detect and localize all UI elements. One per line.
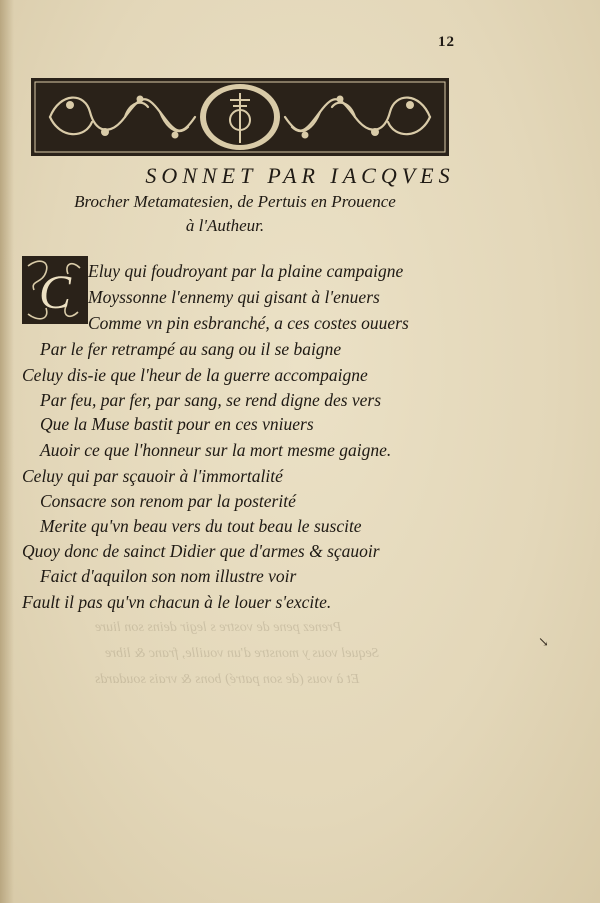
- poem-line-14: Fault il pas qu'vn chacun à le louer s'excite.: [22, 592, 332, 612]
- poem-line-13: Faict d'aquilon son nom illustre voir: [40, 566, 297, 586]
- decorated-initial: [20, 254, 90, 326]
- poem-line-5: Celuy dis-ie que l'heur de la guerre accompaigne: [22, 365, 368, 385]
- poem-line-8: Auoir ce que l'honneur sur la mort mesme gaigne.: [40, 440, 392, 460]
- poem-line-3: Comme vn pin esbranché, a ces costes ouuers: [88, 313, 409, 333]
- poem-line-12: Quoy donc de sainct Didier que d'armes & sçauoir: [22, 541, 380, 561]
- poem-line-2: Moyssonne l'ennemy qui gisant à l'enuers: [88, 287, 380, 307]
- sonnet-subtitle-line-2: à l'Autheur.: [185, 216, 265, 235]
- poem-line-4: Par le fer retrampé au sang ou il se baigne: [40, 339, 342, 359]
- drop-cap-letter: C: [38, 266, 72, 319]
- poem-line-1: Eluy qui foudroyant par la plaine campaigne: [88, 261, 404, 281]
- poem-line-10: Consacre son renom par la posterité: [40, 491, 296, 511]
- show-through-line-1: Prenez pene de vostre s legir deins son liure: [95, 620, 342, 635]
- show-through-line-2: Sequel vous y monstre d'un vouille, franc & libre: [105, 646, 379, 661]
- ornamental-headpiece: [30, 77, 450, 157]
- poem-line-6: Par feu, par fer, par sang, se rend digne des vers: [40, 390, 382, 410]
- poem-line-11: Merite qu'vn beau vers du tout beau le suscite: [40, 516, 362, 536]
- poem-line-9: Celuy qui par sçauoir à l'immortalité: [22, 466, 283, 486]
- stray-mark: ↘: [538, 634, 549, 649]
- sonnet-subtitle-line-1: Brocher Metamatesien, de Pertuis en Prouence: [74, 192, 396, 211]
- show-through-line-3: Et à vous (de son patré) bons & vrais soudards: [95, 672, 360, 687]
- poem-line-7: Que la Muse bastit pour en ces vniuers: [40, 414, 314, 434]
- page-gutter-shadow: [0, 0, 14, 903]
- sonnet-title: SONNET PAR IACQVES: [145, 163, 455, 188]
- page-number: 12: [438, 34, 455, 50]
